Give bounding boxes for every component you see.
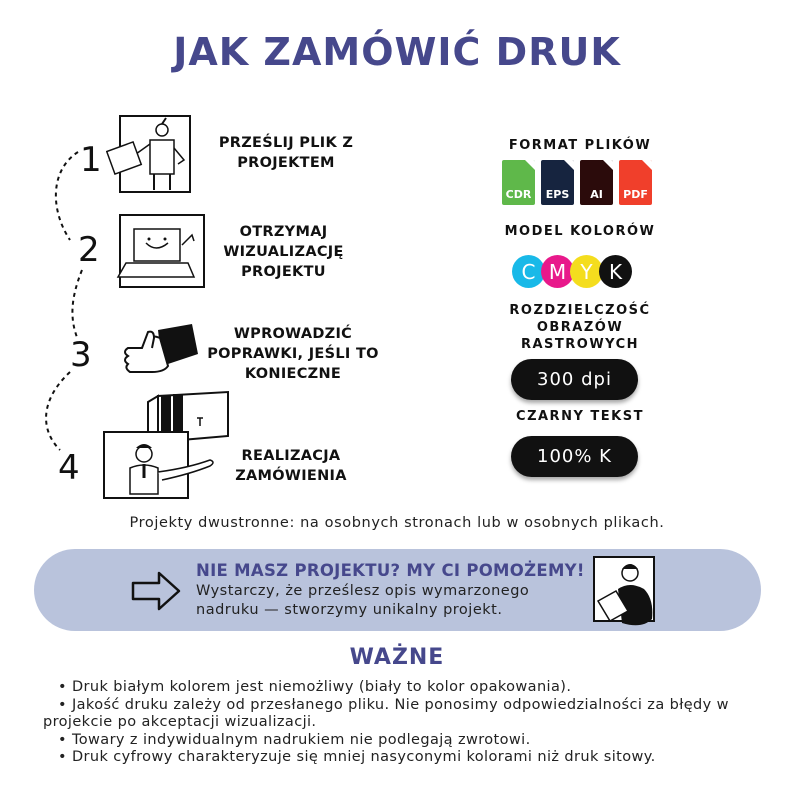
important-heading: WAŻNE: [349, 645, 445, 670]
cyan-ink-dot: C: [512, 255, 545, 288]
step-number-1: 1: [80, 140, 102, 180]
person-with-documents-illustration: [106, 114, 194, 196]
black-text-heading: CZARNY TEKST: [516, 409, 644, 424]
banner-text: Wystarczy, że prześlesz opis wymarzonego nadruku — stworzymy unikalny projekt.: [196, 583, 530, 618]
designer-illustration: [590, 553, 662, 631]
file-type-icons: [502, 160, 652, 205]
rule-item: • Jakość druku zależy od przesłanego pliku. Nie ponosimy odpowiedzialności za błędy w projekcie po akceptacji wizualizacji.: [43, 696, 729, 730]
double-sided-note: Projekty dwustronne: na osobnych stronach lub w osobnych plikach.: [129, 515, 665, 531]
rule-item: • Towary z indywidualnym nadrukiem nie podlegają zwrotowi.: [58, 731, 531, 748]
step-4-label: REALIZACJA ZAMÓWIENIA: [235, 448, 347, 484]
step-number-2: 2: [78, 230, 100, 270]
file-format-heading: FORMAT PLIKÓW: [508, 138, 652, 153]
eps-file-icon: EPS: [541, 160, 574, 205]
step-number-4: 4: [58, 448, 80, 488]
resolution-heading: ROZDZIELCZOŚĆ OBRAZÓW RASTROWYCH: [509, 303, 651, 352]
step-1-label: PRZEŚLIJ PLIK Z PROJEKTEM: [218, 135, 354, 171]
rule-item: • Druk cyfrowy charakteryzuje się mniej nasyconymi kolorami niż druk sitowy.: [58, 749, 656, 765]
color-model-heading: MODEL KOLORÓW: [504, 224, 656, 239]
cmyk-dots: [512, 255, 628, 288]
black-text-value-pill: 100% K: [511, 436, 638, 477]
page-title: JAK ZAMÓWIĆ DRUK: [173, 30, 621, 74]
pdf-file-icon: PDF: [619, 160, 652, 205]
step-number-3: 3: [70, 335, 92, 375]
magenta-ink-dot: M: [541, 255, 574, 288]
yellow-ink-dot: Y: [570, 255, 603, 288]
rule-item: • Druk białym kolorem jest niemożliwy (biały to kolor opakowania).: [58, 679, 572, 695]
key-black-ink-dot: K: [599, 255, 632, 288]
thumbs-up-icon: [120, 322, 200, 377]
ai-file-icon: AI: [580, 160, 613, 205]
arrow-right-icon: [130, 570, 182, 612]
cdr-file-icon: CDR: [502, 160, 535, 205]
delivery-box-illustration: [100, 388, 240, 503]
laptop-visualization-illustration: [116, 213, 208, 291]
step-2-label: OTRZYMAJ WIZUALIZACJĘ PROJEKTU: [223, 224, 344, 280]
banner-title: NIE MASZ PROJEKTU? MY CI POMOŻEMY!: [196, 561, 585, 580]
important-rules-list: [43, 679, 758, 767]
resolution-value-pill: 300 dpi: [511, 359, 638, 400]
step-3-label: WPROWADZIĆ POPRAWKI, JEŚLI TO KONIECZNE: [207, 326, 379, 382]
